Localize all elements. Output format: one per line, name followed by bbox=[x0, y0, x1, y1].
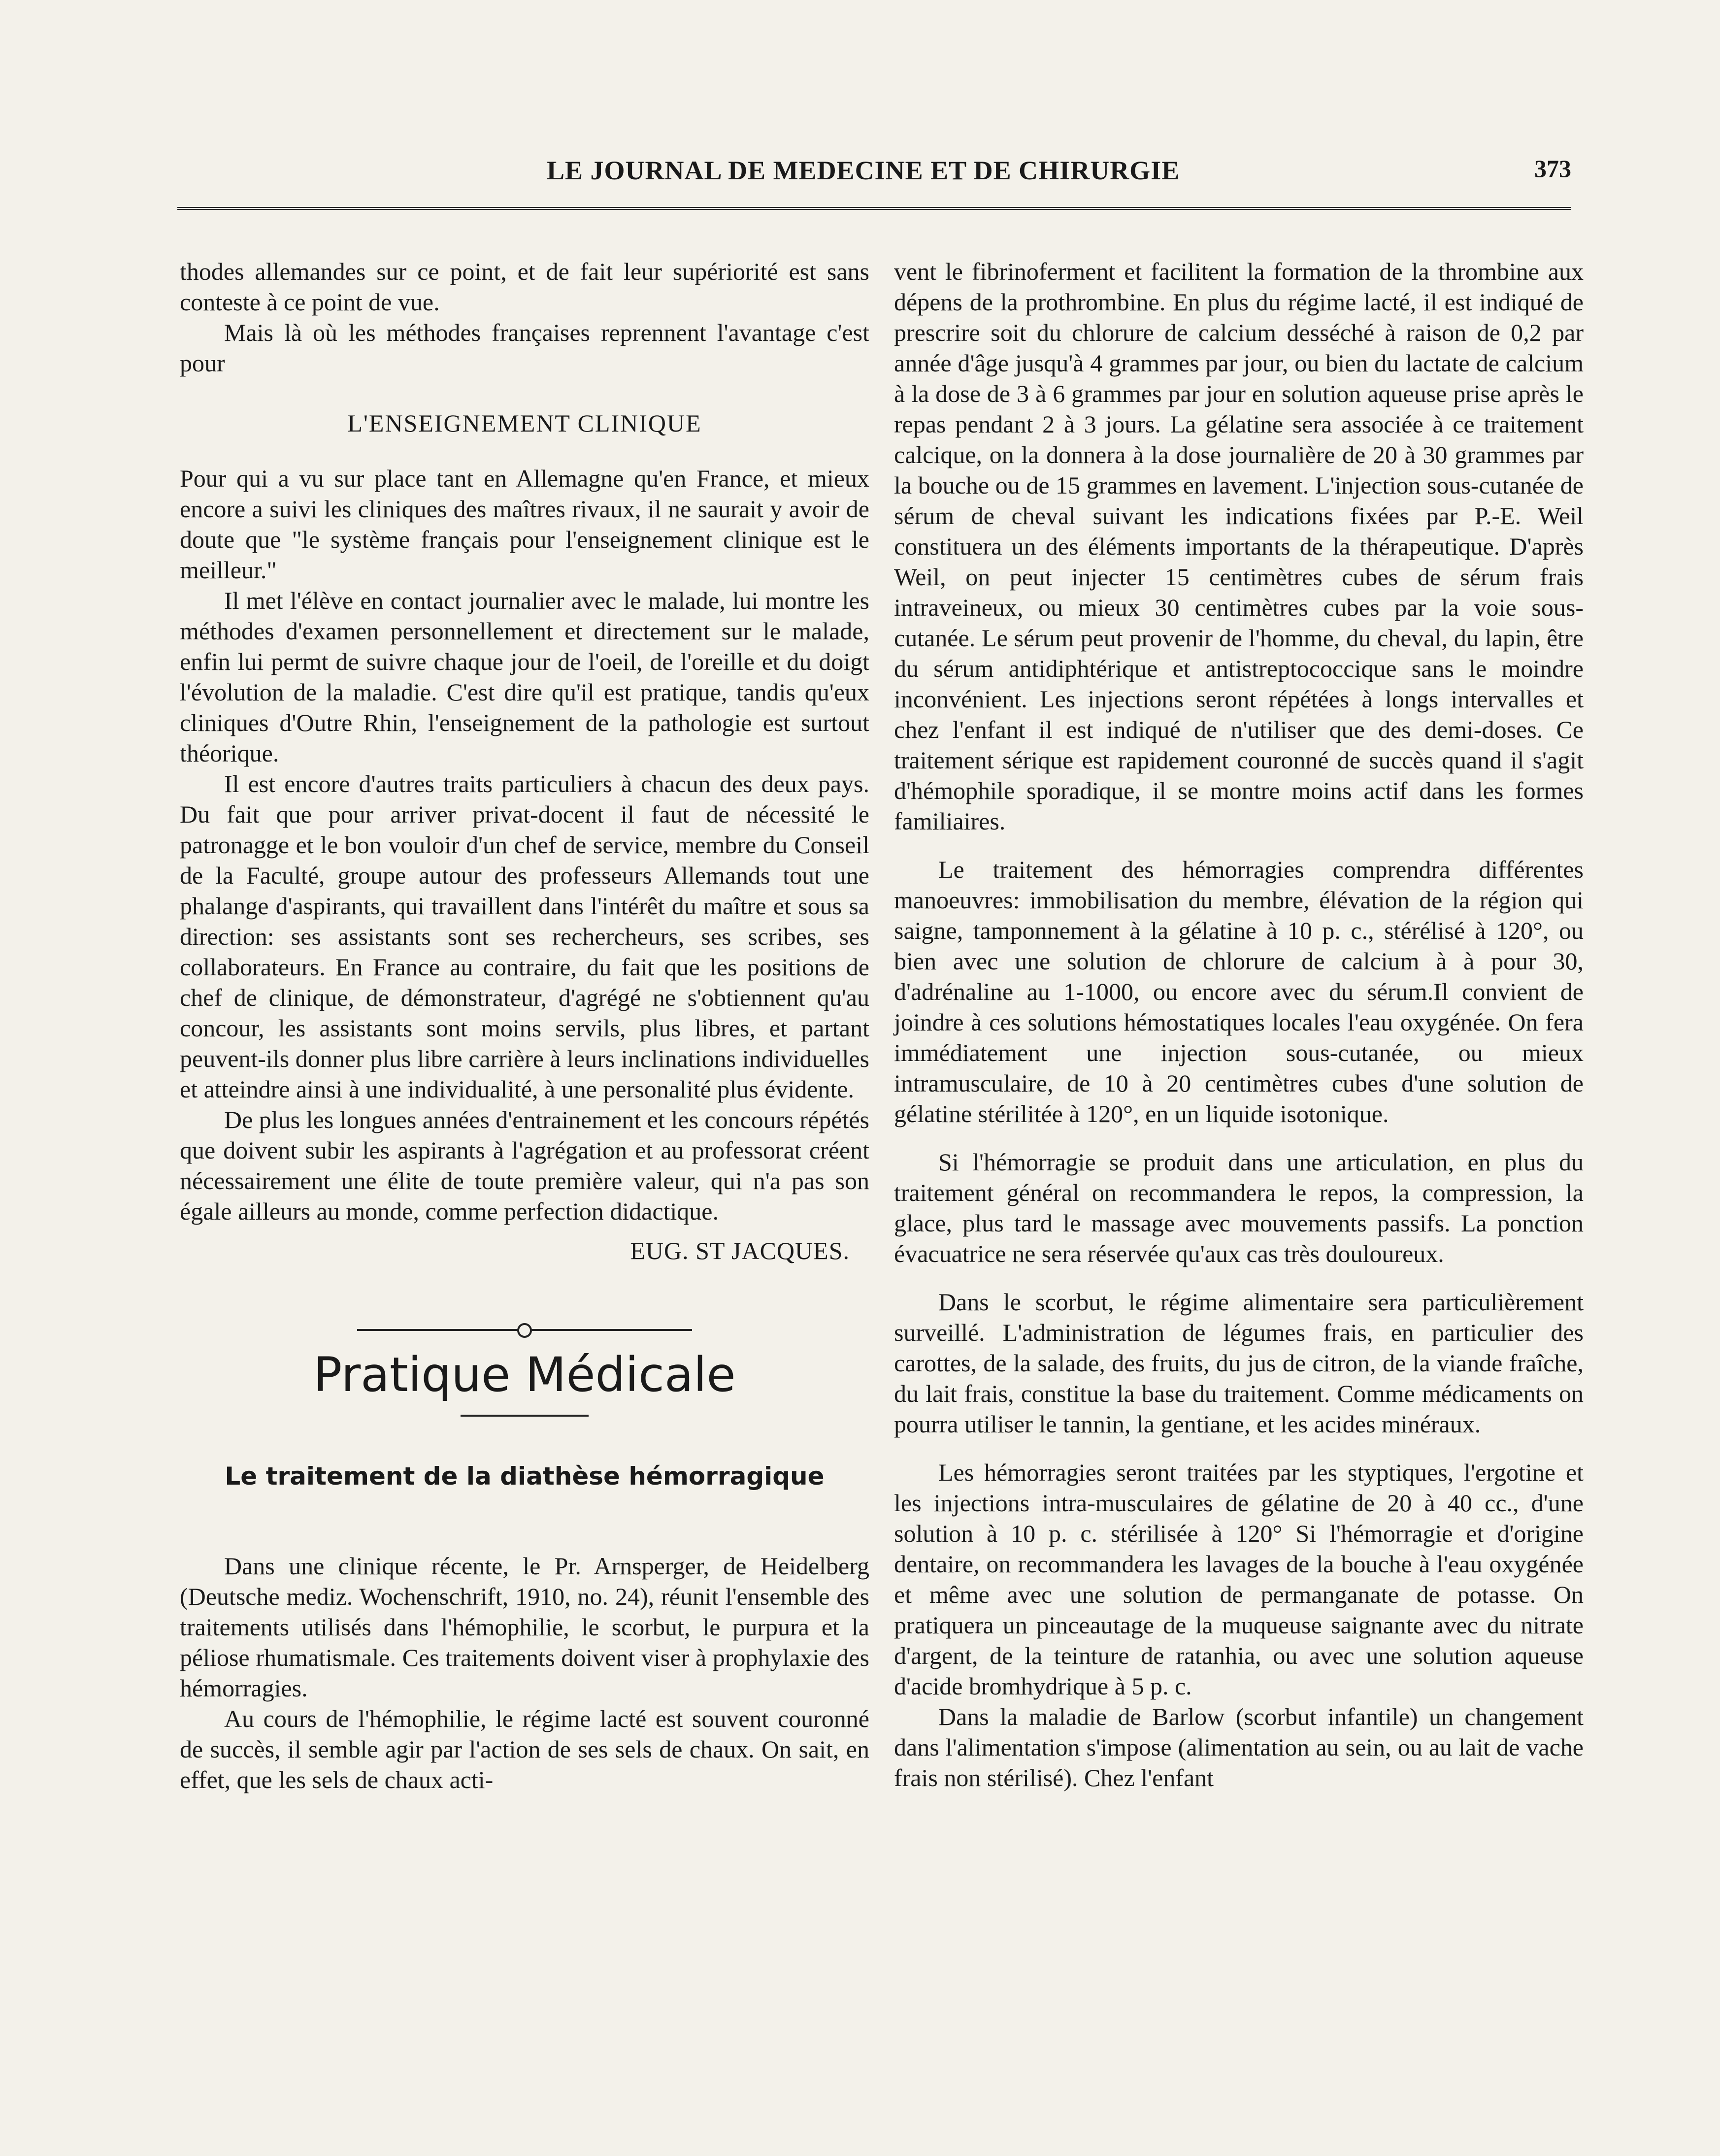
paragraph: Dans le scorbut, le régime alimentaire sera particulièrement surveillé. L'administration de légumes frais, en particulier des carottes, de la salade, des fruits, du jus de citron, de la viande fraîche, du lait frais, constitue la base du traitement. Comme médicaments on pourra utiliser le tannin, la gentiane, et les acides minéraux. bbox=[894, 1288, 1584, 1438]
paragraph: thodes allemandes sur ce point, et de fait leur supériorité est sans conteste à ce point de vue. bbox=[180, 258, 869, 316]
short-rule bbox=[461, 1415, 589, 1417]
page-number: 373 bbox=[1534, 155, 1571, 182]
ornamental-divider bbox=[180, 1320, 869, 1340]
paragraph: Au cours de l'hémophilie, le régime lacté est souvent couronné de succès, il semble agir par l'action de ses sels de chaux. On sait, en effet, que les sels de chaux acti- bbox=[180, 1705, 869, 1793]
paragraph: De plus les longues années d'entrainement et les concours répétés que doivent subir les aspirants à l'agrégation et au professorat créent nécessairement une élite de toute première valeur, qui n'a pas son égale ailleurs au monde, comme perfection didactique. bbox=[180, 1106, 869, 1225]
paragraph: Pour qui a vu sur place tant en Allemagne qu'en France, et mieux encore a suivi les cliniques des maîtres rivaux, il ne saurait y avoir de doute que "le système français pour l'enseignement clinique est le meilleur." bbox=[180, 464, 869, 584]
paragraph: Il est encore d'autres traits particuliers à chacun des deux pays. Du fait que pour arriver privat-docent il faut de nécessité le patronagge et le bon vouloir d'un chef de service, membre du Conseil de la Faculté, groupe autour des professeurs Allemands tout une phalange d'aspirants, qui travaillent dans l'intérêt du maître et sous sa direction: ses assistants sont ses rechercheurs, ses scribes, ses collaborateurs. En France au contraire, du fait que les positions de chef de clinique, de démonstrateur, d'agrégé ne s'obtiennent qu'au concour, les assistants sont moins servils, plus libres, et partant peuvent-ils donner plus libre carrière à leurs inclinations individuelles et atteindre ainsi à une individualité, à une personalité plus évidente. bbox=[180, 770, 869, 1103]
left-column bbox=[180, 256, 869, 1795]
section-heading: L'ENSEIGNEMENT CLINIQUE bbox=[347, 409, 702, 437]
rubric-heading: Pratique Médicale bbox=[313, 1347, 736, 1402]
paragraph: Les hémorragies seront traitées par les styptiques, l'ergotine et les injections intra-musculaires de gélatine de 20 à 40 cc., d'une solution à 10 p. c. stérilisée à 120° Si l'hémorragie et d'origine dentaire, on recommandera les lavages de la bouche à l'eau oxygénée et même avec une solution de permanganate de potasse. On pratiquera un pinceautage de la muqueuse saignante avec du nitrate d'argent, de la teinture de ratanhia, ou avec une solution aqueuse d'acide bromhydrique à 5 p. c. bbox=[894, 1459, 1584, 1700]
journal-title: LE JOURNAL DE MEDECINE ET DE CHIRURGIE bbox=[547, 156, 1180, 185]
paragraph: vent le fibrinoferment et facilitent la formation de la thrombine aux dépens de la prothrombine. En plus du régime lacté, il est indiqué de prescrire soit du chlorure de calcium desséché à raison de 0,2 par année d'âge jusqu'à 4 grammes par jour, ou bien du lactate de calcium à la dose de 3 à 6 grammes par jour en solution aqueuse prise après le repas pendant 2 à 3 jours. La gélatine sera associée à ce traitement calcique, on la donnera à la dose journalière de 20 à 30 grammes par la bouche ou de 15 grammes en lavement. L'injection sous-cutanée de sérum de cheval suivant les indications fixées par P.-E. Weil constituera un des éléments importants de la thérapeutique. D'après Weil, on peut injecter 15 centimètres cubes de sérum frais intraveineux, ou mieux 30 centimètres cubes par la voie sous-cutanée. Le sérum peut provenir de l'homme, du cheval, du lapin, être du sérum antidiphtérique et antistreptococcique sans le moindre inconvénient. Les injections seront répétées à longs intervalles et chez l'enfant il est indiqué de n'utiliser que des demi-doses. Ce traitement sérique est rapidement couronné de succès quand il s'agit d'hémophile sporadique, il se montre moins actif dans les formes familiaires. bbox=[894, 258, 1584, 835]
paragraph: Le traitement des hémorragies comprendra différentes manoeuvres: immobilisation du membre, élévation de la région qui saigne, tamponnement à la gélatine à 10 p. c., stérélisé à 120°, ou bien avec une solution de chlorure de calcium à à pour 30, d'adrénaline au 1-1000, ou encore avec du sérum.Il convient de joindre à ces solutions hémostatiques locales l'eau oxygénée. On fera immédiatement une injection sous-cutanée, ou mieux intramusculaire, de 10 à 20 centimètres cubes d'une solution de gélatine stérilitée à 120°, en un liquide isotonique. bbox=[894, 856, 1584, 1128]
author-signature: EUG. ST JACQUES. bbox=[630, 1237, 850, 1264]
paragraph: Il met l'élève en contact journalier avec le malade, lui montre les méthodes d'examen personnellement et directement sur le malade, enfin lui permt de suivre chaque jour de l'oeil, de l'oreille et du doigt l'évolution de la maladie. C'est dire qu'il est pratique, tandis qu'eux cliniques d'Outre Rhin, l'enseignement de la pathologie est surtout théorique. bbox=[180, 587, 869, 767]
header-rule bbox=[177, 207, 1571, 213]
article-title: Le traitement de la diathèse hémorragique bbox=[225, 1462, 825, 1491]
running-header bbox=[177, 150, 1571, 190]
paragraph: Mais là où les méthodes françaises reprennent l'avantage c'est pour bbox=[180, 319, 869, 377]
right-column bbox=[894, 256, 1584, 1793]
paragraph: Si l'hémorragie se produit dans une articulation, en plus du traitement général on recommandera le repos, la compression, la glace, plus tard le massage avec mouvements passifs. La ponction évacuatrice ne sera réservée qu'aux cas très douloureux. bbox=[894, 1148, 1584, 1267]
paragraph: Dans une clinique récente, le Pr. Arnsperger, de Heidelberg (Deutsche mediz. Wochenschrift, 1910, no. 24), réunit l'ensemble des traitements utilisés dans l'hémophilie, le scorbut, le purpura et la péliose rhumatismale. Ces traitements doivent viser à prophylaxie des hémorragies. bbox=[180, 1552, 869, 1702]
paragraph: Dans la maladie de Barlow (scorbut infantile) un changement dans l'alimentation s'impose (alimentation au sein, ou au lait de vache frais non stérilisé). Chez l'enfant bbox=[894, 1703, 1584, 1791]
divider-circle bbox=[517, 1323, 532, 1338]
